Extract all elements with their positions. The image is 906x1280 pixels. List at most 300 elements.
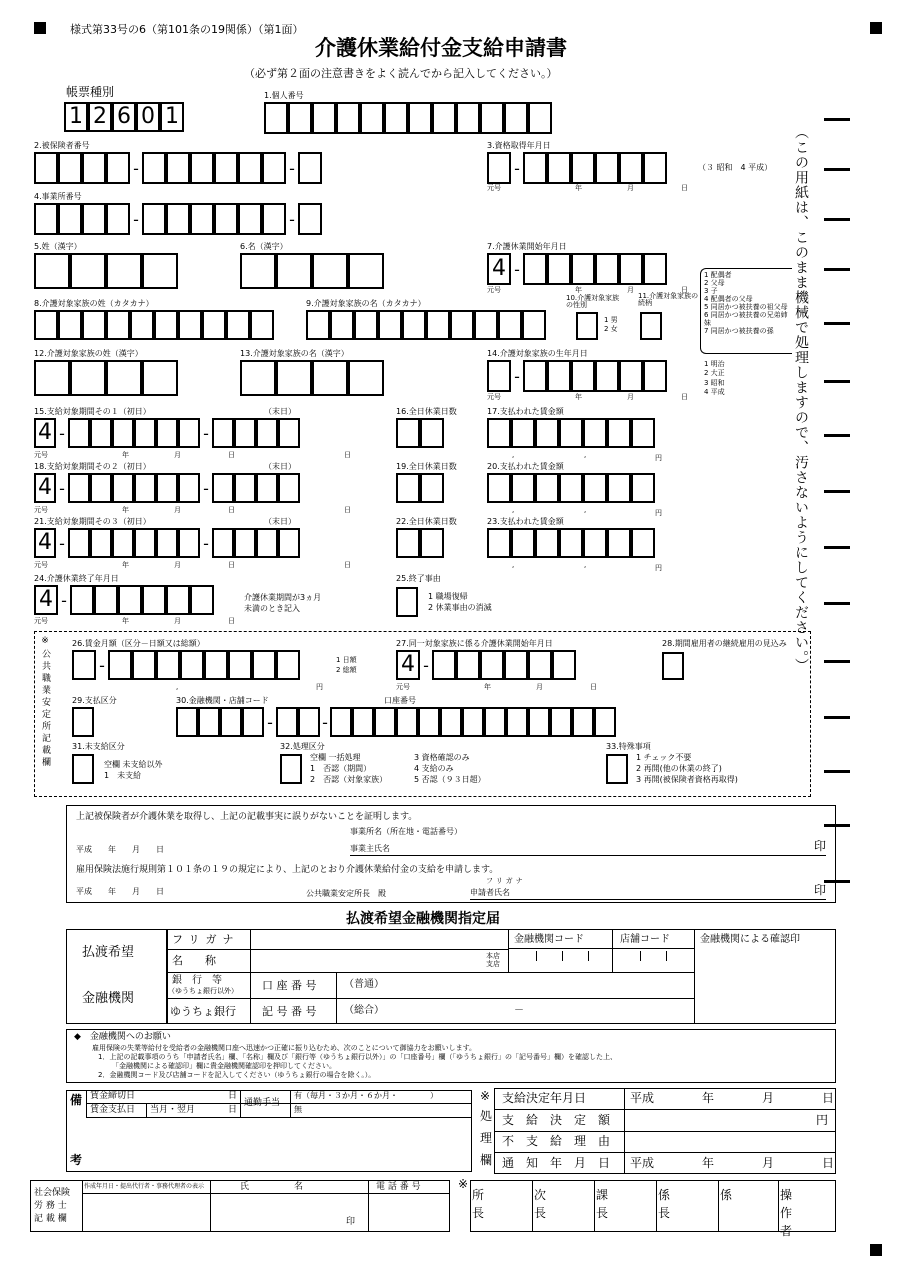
char-box[interactable] — [432, 102, 456, 134]
family-given-kana-boxes[interactable] — [306, 310, 546, 340]
char-box[interactable] — [180, 650, 204, 680]
char-box[interactable] — [214, 203, 238, 235]
char-box[interactable] — [118, 585, 142, 615]
char-box[interactable] — [234, 528, 256, 558]
wage-paid-boxes[interactable] — [487, 473, 655, 503]
full-days-boxes[interactable] — [396, 528, 444, 558]
char-box[interactable] — [396, 418, 420, 448]
char-box[interactable] — [643, 253, 667, 285]
dash-separator: - — [203, 423, 209, 443]
char-box[interactable] — [420, 418, 444, 448]
char-box[interactable] — [583, 528, 607, 558]
family-given-kanji-boxes[interactable] — [240, 360, 384, 396]
code-digit-divider — [666, 951, 667, 961]
char-box[interactable] — [264, 102, 288, 134]
era-box[interactable]: 4 — [34, 585, 58, 615]
char-box[interactable] — [154, 310, 178, 340]
given-name-boxes[interactable] — [240, 253, 384, 289]
period-boxes[interactable] — [34, 418, 300, 448]
char-box[interactable] — [240, 360, 276, 396]
char-box[interactable] — [276, 360, 312, 396]
char-box[interactable] — [212, 473, 234, 503]
char-box[interactable] — [631, 528, 655, 558]
char-box[interactable] — [240, 253, 276, 289]
char-box[interactable] — [511, 473, 535, 503]
full-days-boxes[interactable] — [396, 473, 444, 503]
qualification-date-boxes[interactable] — [487, 152, 667, 184]
char-box[interactable] — [214, 152, 238, 184]
char-box[interactable] — [408, 102, 432, 134]
char-box[interactable] — [190, 203, 214, 235]
char-box[interactable] — [426, 310, 450, 340]
char-box[interactable] — [298, 152, 322, 184]
sharoshi-seal: 印 — [346, 1217, 356, 1227]
yen-label: 円 — [655, 564, 662, 572]
same-family-start-boxes[interactable] — [396, 650, 576, 680]
char-box[interactable] — [82, 310, 106, 340]
apply-to: 公共職業安定所長 殿 — [306, 889, 386, 898]
char-box[interactable] — [166, 152, 190, 184]
char-box[interactable] — [298, 203, 322, 235]
char-box[interactable] — [250, 310, 274, 340]
leave-end-note: 介護休業期間が3ヵ月 未満のとき記入 — [244, 593, 322, 613]
char-box[interactable] — [523, 152, 547, 184]
bank-label-1: 払渡希望 — [82, 945, 135, 960]
timing-mark — [824, 380, 850, 383]
char-box[interactable] — [34, 310, 58, 340]
timing-mark — [824, 770, 850, 773]
char-box[interactable] — [106, 152, 130, 184]
unpaid-box[interactable] — [72, 754, 94, 784]
char-box[interactable] — [456, 650, 480, 680]
dash-separator: - — [267, 712, 273, 732]
char-box[interactable] — [142, 585, 166, 615]
char-box[interactable] — [595, 253, 619, 285]
wage-paid-boxes[interactable] — [487, 528, 655, 558]
char-box[interactable] — [506, 707, 528, 737]
char-box[interactable] — [547, 360, 571, 392]
char-box[interactable] — [90, 473, 112, 503]
char-box[interactable] — [278, 418, 300, 448]
char-box[interactable] — [523, 253, 547, 285]
applicant-name-label: 申請者氏名 — [470, 888, 510, 897]
char-box[interactable] — [535, 473, 559, 503]
char-box[interactable] — [484, 707, 506, 737]
era-label: 元号 — [487, 184, 501, 192]
char-box[interactable] — [456, 102, 480, 134]
branch-code-header: 店舗コード — [620, 934, 670, 945]
form-type-digit: 1 — [160, 102, 184, 132]
label-insured-number: 2.被保険者番号 — [34, 141, 90, 150]
dash-separator: - — [514, 158, 520, 178]
period-boxes[interactable] — [34, 473, 300, 503]
char-box[interactable] — [396, 707, 418, 737]
char-box[interactable] — [112, 418, 134, 448]
char-box[interactable] — [511, 418, 535, 448]
char-box[interactable] — [202, 310, 226, 340]
era-box[interactable]: 4 — [34, 528, 56, 558]
label-full-days: 22.全日休業日数 — [396, 517, 457, 526]
char-box[interactable] — [504, 102, 528, 134]
char-box[interactable] — [106, 310, 130, 340]
year-label: 年 — [575, 286, 582, 294]
char-box[interactable] — [571, 360, 595, 392]
surname-boxes[interactable] — [34, 253, 178, 289]
char-box[interactable] — [82, 203, 106, 235]
char-box[interactable] — [420, 528, 444, 558]
char-box[interactable] — [440, 707, 462, 737]
label-family-relation: 11.介護対象家族の続柄 — [638, 292, 699, 307]
char-box[interactable] — [552, 650, 576, 680]
end-reason-options: 1 職場復帰 2 休業事由の消滅 — [428, 592, 492, 613]
label-family-surname-kanji: 12.介護対象家族の姓（漢字） — [34, 349, 143, 358]
char-box[interactable] — [190, 152, 214, 184]
approval-label: 所長 — [472, 1188, 485, 1220]
wage-pay-day: 日 — [228, 1105, 238, 1115]
continued-employment-box[interactable] — [662, 652, 684, 680]
char-box[interactable] — [134, 473, 156, 503]
month-label: 月 — [536, 683, 543, 691]
era-box[interactable]: 4 — [34, 418, 56, 448]
char-box[interactable] — [68, 418, 90, 448]
char-box[interactable] — [396, 473, 420, 503]
char-box[interactable] — [487, 152, 511, 184]
process-type-box[interactable] — [280, 754, 302, 784]
char-box[interactable] — [631, 418, 655, 448]
char-box[interactable] — [90, 528, 112, 558]
char-box[interactable] — [82, 152, 106, 184]
char-box[interactable] — [34, 360, 70, 396]
era-box[interactable]: 4 — [487, 253, 511, 285]
char-box[interactable] — [58, 310, 82, 340]
char-box[interactable] — [420, 473, 444, 503]
char-box[interactable] — [547, 152, 571, 184]
char-box[interactable] — [354, 310, 378, 340]
creator-label: 作成年月日・提出代行者・事務代理者の表示 — [84, 1183, 205, 1190]
period-boxes[interactable] — [34, 528, 300, 558]
sharoshi-tel-label: 電 話 番 号 — [376, 1182, 421, 1192]
char-box[interactable] — [487, 528, 511, 558]
end-reason-box[interactable] — [396, 587, 418, 617]
family-birthdate-boxes[interactable] — [487, 360, 667, 392]
day-label: 日 — [590, 683, 597, 691]
char-box[interactable] — [68, 528, 90, 558]
char-box[interactable] — [523, 360, 547, 392]
char-box[interactable] — [535, 418, 559, 448]
char-box[interactable] — [70, 360, 106, 396]
char-box[interactable] — [330, 310, 354, 340]
char-box[interactable] — [511, 528, 535, 558]
char-box[interactable] — [396, 528, 420, 558]
char-box[interactable] — [312, 253, 348, 289]
char-box[interactable] — [106, 360, 142, 396]
char-box[interactable] — [262, 203, 286, 235]
char-box[interactable] — [34, 253, 70, 289]
char-box[interactable] — [226, 310, 250, 340]
char-box[interactable] — [142, 152, 166, 184]
char-box[interactable] — [68, 473, 90, 503]
char-box[interactable] — [474, 310, 498, 340]
dash-separator: - — [322, 712, 328, 732]
label-end-reason: 25.終了事由 — [396, 574, 441, 583]
char-box[interactable] — [360, 102, 384, 134]
char-box[interactable] — [198, 707, 220, 737]
char-box[interactable] — [583, 418, 607, 448]
char-box[interactable] — [594, 707, 616, 737]
char-box[interactable] — [252, 650, 276, 680]
label-period-start: 18.支給対象期間その２（初日） — [34, 462, 151, 471]
char-box[interactable] — [238, 152, 262, 184]
comma-mark: , — [584, 506, 587, 514]
char-box[interactable] — [132, 650, 156, 680]
year-label: 年 — [122, 451, 129, 459]
timing-mark — [824, 322, 850, 325]
char-box[interactable] — [178, 418, 200, 448]
label-family-gender: 10.介護対象家族の性別 — [566, 294, 620, 309]
char-box[interactable] — [58, 203, 82, 235]
char-box[interactable] — [276, 253, 312, 289]
year-label: 年 — [122, 617, 129, 625]
char-box[interactable] — [276, 707, 298, 737]
char-box[interactable] — [487, 473, 511, 503]
char-box[interactable] — [330, 707, 352, 737]
char-box[interactable] — [643, 152, 667, 184]
registration-mark-br — [870, 1244, 882, 1256]
decision-amount-label: 支 給 決 定 額 — [502, 1113, 611, 1127]
char-box[interactable] — [631, 473, 655, 503]
char-box[interactable] — [130, 310, 154, 340]
comma-mark: , — [512, 506, 515, 514]
char-box[interactable] — [70, 585, 94, 615]
char-box[interactable] — [559, 418, 583, 448]
full-days-boxes[interactable] — [396, 418, 444, 448]
char-box[interactable] — [212, 528, 234, 558]
char-box[interactable] — [238, 203, 262, 235]
notice-line: 「金融機関による確認印」欄に貴金融機関確認印を押印してください。 — [112, 1062, 336, 1070]
personal-number-boxes[interactable] — [264, 102, 552, 134]
char-box[interactable] — [178, 528, 200, 558]
char-box[interactable] — [336, 102, 360, 134]
leave-start-boxes[interactable] — [487, 253, 667, 285]
wage-monthly-boxes[interactable] — [72, 650, 300, 680]
char-box[interactable] — [70, 253, 106, 289]
char-box[interactable] — [607, 418, 631, 448]
label-period-start: 15.支給対象期間その１（初日） — [34, 407, 151, 416]
char-box[interactable] — [559, 473, 583, 503]
processing-side-2: 理 — [480, 1131, 493, 1145]
char-box[interactable] — [504, 650, 528, 680]
char-box[interactable] — [619, 152, 643, 184]
char-box[interactable] — [312, 102, 336, 134]
char-box[interactable] — [535, 528, 559, 558]
char-box[interactable] — [498, 310, 522, 340]
char-box[interactable] — [242, 707, 264, 737]
char-box[interactable] — [402, 310, 426, 340]
wage-paid-boxes[interactable] — [487, 418, 655, 448]
char-box[interactable] — [156, 473, 178, 503]
form-subtitle: （必ず第２面の注意書きをよく読んでから記入してください。） — [244, 67, 558, 80]
processing-side-1: 処 — [480, 1109, 493, 1123]
branch-type: 本店 支店 — [486, 952, 500, 969]
char-box[interactable] — [306, 310, 330, 340]
dash-separator: - — [61, 590, 67, 610]
special-items-box[interactable] — [606, 754, 628, 784]
char-box[interactable] — [312, 360, 348, 396]
char-box[interactable] — [256, 528, 278, 558]
bank-label-2: 金融機関 — [82, 991, 135, 1006]
char-box[interactable] — [178, 473, 200, 503]
day-label: 日 — [228, 506, 235, 514]
yen-label: 円 — [316, 683, 323, 691]
char-box[interactable] — [58, 152, 82, 184]
char-box[interactable] — [348, 253, 384, 289]
wage-close-day: 日 — [228, 1091, 238, 1101]
char-box[interactable] — [72, 650, 96, 680]
char-box[interactable] — [528, 707, 550, 737]
char-box[interactable] — [528, 650, 552, 680]
char-box[interactable] — [432, 650, 456, 680]
char-box[interactable] — [276, 650, 300, 680]
char-box[interactable] — [480, 650, 504, 680]
char-box[interactable] — [134, 528, 156, 558]
char-box[interactable] — [572, 707, 594, 737]
char-box[interactable] — [108, 650, 132, 680]
family-surname-kanji-boxes[interactable] — [34, 360, 178, 396]
char-box[interactable] — [487, 360, 511, 392]
char-box[interactable] — [212, 418, 234, 448]
char-box[interactable] — [298, 707, 320, 737]
char-box[interactable] — [234, 473, 256, 503]
char-box[interactable] — [571, 253, 595, 285]
char-box[interactable] — [228, 650, 252, 680]
comma-mark: , — [512, 561, 515, 569]
bank-code-boxes[interactable] — [176, 707, 616, 737]
char-box[interactable] — [278, 528, 300, 558]
char-box[interactable] — [522, 310, 546, 340]
label-process-type: 32.処理区分 — [280, 742, 325, 751]
char-box[interactable] — [156, 528, 178, 558]
char-box[interactable] — [94, 585, 118, 615]
char-box[interactable] — [288, 102, 312, 134]
char-box[interactable] — [256, 473, 278, 503]
payment-type-box[interactable] — [72, 707, 94, 737]
era-box[interactable]: 4 — [396, 650, 420, 680]
gender-box[interactable] — [576, 312, 598, 340]
char-box[interactable] — [156, 650, 180, 680]
char-box[interactable] — [583, 473, 607, 503]
char-box[interactable] — [480, 102, 504, 134]
char-box[interactable] — [450, 310, 474, 340]
char-box[interactable] — [374, 707, 396, 737]
char-box[interactable] — [571, 152, 595, 184]
char-box[interactable] — [528, 102, 552, 134]
char-box[interactable] — [643, 360, 667, 392]
char-box[interactable] — [190, 585, 214, 615]
char-box[interactable] — [34, 152, 58, 184]
char-box[interactable] — [142, 360, 178, 396]
form-type-digit: 0 — [136, 102, 160, 132]
char-box[interactable] — [418, 707, 440, 737]
char-box[interactable] — [348, 360, 384, 396]
day-label: 日 — [344, 506, 351, 514]
dash-separator: - — [289, 209, 295, 229]
char-box[interactable] — [166, 585, 190, 615]
char-box[interactable] — [487, 418, 511, 448]
char-box[interactable] — [156, 418, 178, 448]
unpaid-options: 空欄 未支給以外 1 未支給 — [104, 760, 163, 780]
char-box[interactable] — [352, 707, 374, 737]
leave-end-boxes[interactable] — [34, 585, 214, 615]
char-box[interactable] — [204, 650, 228, 680]
process-options-left: 空欄 一括処理 1 否認（期間） 2 否認（対象家族） — [310, 753, 388, 784]
remarks-label-2: 考 — [70, 1153, 83, 1167]
label-wage-paid: 17.支払われた賃金額 — [487, 407, 564, 416]
label-special-items: 33.特殊事項 — [606, 742, 651, 751]
char-box[interactable] — [547, 253, 571, 285]
dash-separator: - — [59, 533, 65, 553]
char-box[interactable] — [384, 102, 408, 134]
notice-line: 1．上記の記載事項のうち「申請者氏名」欄、「名称」欄及び「銀行等（ゆうちょ銀行以外）」の「口座番号」欄（「ゆうちょ銀行」の「記号番号」欄）を確認した上、 — [98, 1053, 617, 1061]
family-surname-kana-boxes[interactable] — [34, 310, 274, 340]
decision-date-label: 支給決定年月日 — [502, 1091, 587, 1105]
dash-separator: - — [99, 655, 105, 675]
char-box[interactable] — [112, 528, 134, 558]
char-box[interactable] — [90, 418, 112, 448]
char-box[interactable] — [278, 473, 300, 503]
code-digit-divider — [562, 951, 563, 961]
char-box[interactable] — [234, 418, 256, 448]
char-box[interactable] — [106, 253, 142, 289]
char-box[interactable] — [166, 203, 190, 235]
era-box[interactable]: 4 — [34, 473, 56, 503]
insured-number-boxes[interactable] — [34, 152, 322, 184]
char-box[interactable] — [607, 473, 631, 503]
char-box[interactable] — [142, 203, 166, 235]
era-label: 元号 — [34, 617, 48, 625]
char-box[interactable] — [176, 707, 198, 737]
office-number-boxes[interactable] — [34, 203, 322, 235]
char-box[interactable] — [134, 418, 156, 448]
char-box[interactable] — [462, 707, 484, 737]
timing-mark — [824, 268, 850, 271]
char-box[interactable] — [178, 310, 202, 340]
approval-label: 係 — [720, 1188, 733, 1202]
label-bank-code: 30.金融機関・店舗コード — [176, 696, 269, 705]
char-box[interactable] — [550, 707, 572, 737]
char-box[interactable] — [112, 473, 134, 503]
bank-type-label: 銀 行 等 — [172, 975, 222, 986]
char-box[interactable] — [142, 253, 178, 289]
char-box[interactable] — [378, 310, 402, 340]
year-label: 年 — [122, 561, 129, 569]
char-box[interactable] — [256, 418, 278, 448]
char-box[interactable] — [619, 360, 643, 392]
char-box[interactable] — [106, 203, 130, 235]
char-box[interactable] — [220, 707, 242, 737]
char-box[interactable] — [262, 152, 286, 184]
wage-close-label: 賃金締切日 — [90, 1091, 136, 1101]
char-box[interactable] — [595, 152, 619, 184]
char-box[interactable] — [34, 203, 58, 235]
char-box[interactable] — [595, 360, 619, 392]
day-label: 日 — [681, 393, 688, 401]
char-box[interactable] — [619, 253, 643, 285]
label-leave-end: 24.介護休業終了年月日 — [34, 574, 119, 583]
relation-box[interactable] — [640, 312, 662, 340]
char-box[interactable] — [607, 528, 631, 558]
char-box[interactable] — [559, 528, 583, 558]
dash-separator: - — [289, 158, 295, 178]
